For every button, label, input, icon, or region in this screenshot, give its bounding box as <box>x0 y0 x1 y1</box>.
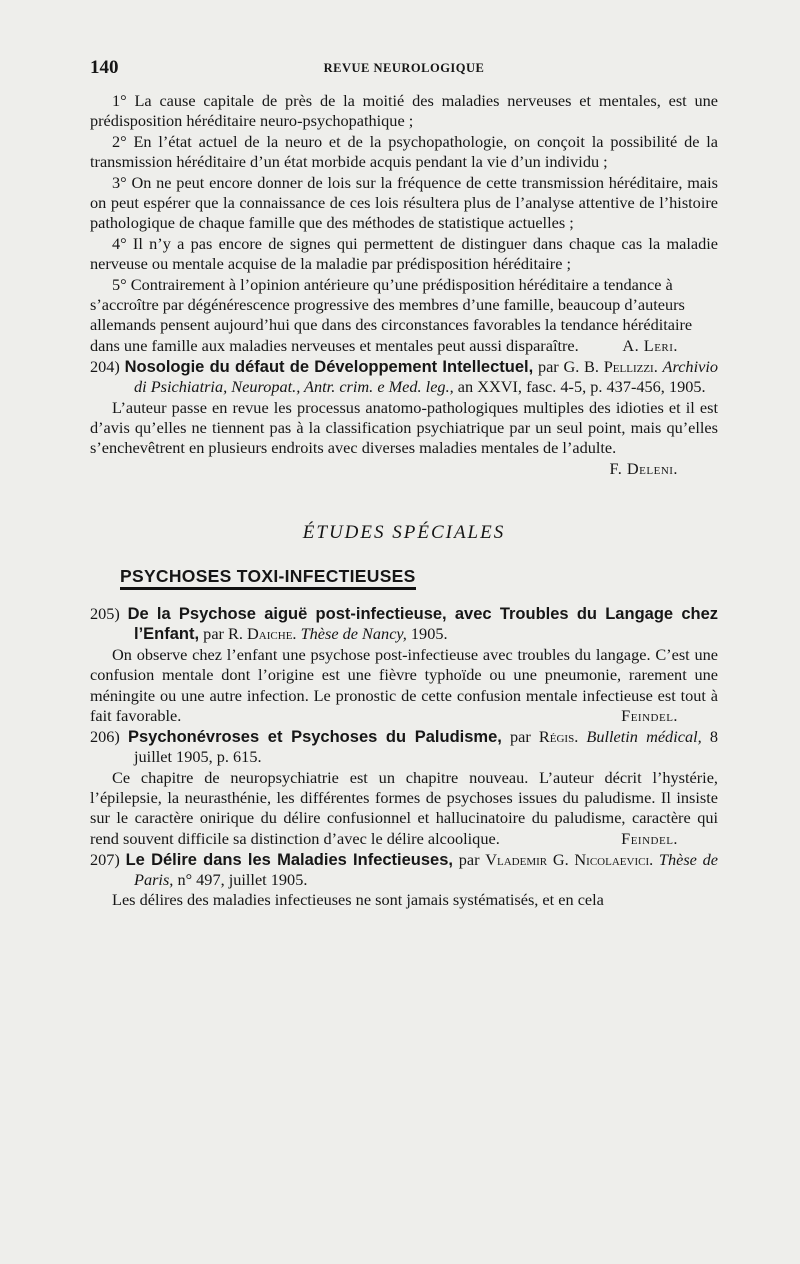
entry-207-author: Vlademir G. Nicolaevici. <box>485 849 654 869</box>
rubric-heading: PSYCHOSES TOXI-INFECTIEUSES <box>120 566 416 590</box>
section-heading: ÉTUDES SPÉCIALES <box>302 522 506 544</box>
entry-206-source: Bulletin médical, <box>586 726 702 746</box>
entry-206-author: Régis. <box>538 726 579 746</box>
entry-206-abstract: Ce chapitre de neuropsychiatrie est un chapitre nouveau. L’auteur décrit l’hystérie, l’épilepsie, la neurasthénie, les différentes formes de psychoses issues du paludisme. Il insiste sur le caractère onirique du délire confusionnel et hallucinatoire du paludisme, caractère qui rend souvent difficile sa distinction d’avec le délire alcoolique. <box>90 767 718 848</box>
entry-207-abstract: Les délires des maladies infectieuses ne sont jamais systématisés, et en cela <box>112 890 604 910</box>
conclusion-3: 3° On ne peut encore donner de lois sur la fréquence de cette transmission héréditaire, mais on peut espérer que la connaissance de ces lois résultera plus de l’analyse attentive de l’histoire pathologique de chaque famille que des méthodes de statistique actuelles ; <box>90 172 718 233</box>
entry-204-number: 204) <box>90 356 120 376</box>
entry-205-source: Thèse de Nancy, <box>300 624 407 644</box>
running-title: REVUE NEUROLOGIQUE <box>323 61 485 75</box>
entry-206-number: 206) <box>90 726 120 746</box>
page-number: 140 <box>90 57 119 78</box>
conclusion-5: 5° Contrairement à l’opinion antérieure qu’une prédisposition héréditaire a tendance à s’accroître par dégénérescence progressive des membres d’une famille, beaucoup d’auteurs allemands pensent aujourd’hui que dans des circonstances favorables la tendance héréditaire dans une famille aux maladies nerveuses et mentales peut aussi disparaître. <box>90 274 693 355</box>
entry-207-by: par <box>458 849 480 869</box>
entry-206-details: 8 juillet 1905, p. 615. <box>134 726 718 767</box>
entry-205-signature-row <box>90 706 718 726</box>
entry-204-source: Archivio di Psichiatria, Neuropat., Antr. crim. e Med. leg., <box>134 356 718 397</box>
entry-206-title: Psychonévroses et Psychoses du Paludisme, <box>127 727 502 746</box>
entry-204-title: Nosologie du défaut de Développement Intellectuel, <box>124 357 534 376</box>
entry-205-signature: Feindel. <box>621 706 678 726</box>
entry-207-title: Le Délire dans les Maladies Infectieuses, <box>125 850 453 869</box>
entry-204-signature: F. Deleni. <box>609 458 678 478</box>
entry-207-heading <box>90 850 718 891</box>
entry-205-heading <box>90 604 718 645</box>
conclusion-2: 2° En l’état actuel de la neuro et de la psychopathologie, on conçoit la possibilité de la transmission héréditaire d’un état morbide acquis pendant la vie d’un individu ; <box>90 131 718 172</box>
entry-206-heading <box>90 727 718 768</box>
entry-204-author: G. B. Pellizzi. <box>563 356 658 376</box>
signature-leri: A. Leri. <box>622 336 678 356</box>
entry-205-author: R. Daiche. <box>228 624 297 644</box>
entry-207-number: 207) <box>90 849 120 869</box>
entry-206-signature: Feindel. <box>621 829 678 849</box>
entry-204-abstract: L’auteur passe en revue les processus anatomo-pathologiques multiples des idioties et il est d’avis qu’elles ne tiennent pas à la classification psychiatrique par un seul point, mais qu’elles s’enchevêtrent en plusieurs endroits avec diverses maladies mentales de l’adulte. <box>90 397 718 458</box>
entry-207-details: n° 497, juillet 1905. <box>177 870 308 890</box>
entry-205-by: par <box>203 624 224 644</box>
entry-204-heading <box>90 357 718 398</box>
entry-207-source: Thèse de Paris, <box>134 849 718 890</box>
entry-206-by: par <box>509 726 531 746</box>
page-body <box>90 91 718 911</box>
conclusion-1: 1° La cause capitale de près de la moitié des maladies nerveuses et mentales, est une prédisposition héréditaire neuro-psychopathique ; <box>90 91 718 131</box>
entry-205-number: 205) <box>90 603 120 623</box>
entry-205-abstract: On observe chez l’enfant une psychose post-infectieuse avec troubles du langage. C’est une confusion mentale dont l’origine est une fièvre typhoïde ou une pneumonie, rarement une méningite ou une autre infection. Le pronostic de cette confusion mentale infectieuse est tout à fait favorable. <box>90 644 718 725</box>
page-header <box>90 57 718 81</box>
conclusion-4: 4° Il n’y a pas encore de signes qui permettent de distinguer dans chaque cas la maladie nerveuse ou mentale acquise de la maladie par prédisposition héréditaire ; <box>90 233 718 274</box>
entry-204-details: an XXVI, fasc. 4-5, p. 437-456, 1905. <box>457 377 706 397</box>
entry-204-by: par <box>537 356 559 376</box>
entry-204-signature-row <box>90 459 718 479</box>
entry-205-title: De la Psychose aiguë post-infectieuse, avec Troubles du Langage chez l’Enfant, <box>127 604 718 644</box>
entry-205-details: 1905. <box>410 624 448 644</box>
